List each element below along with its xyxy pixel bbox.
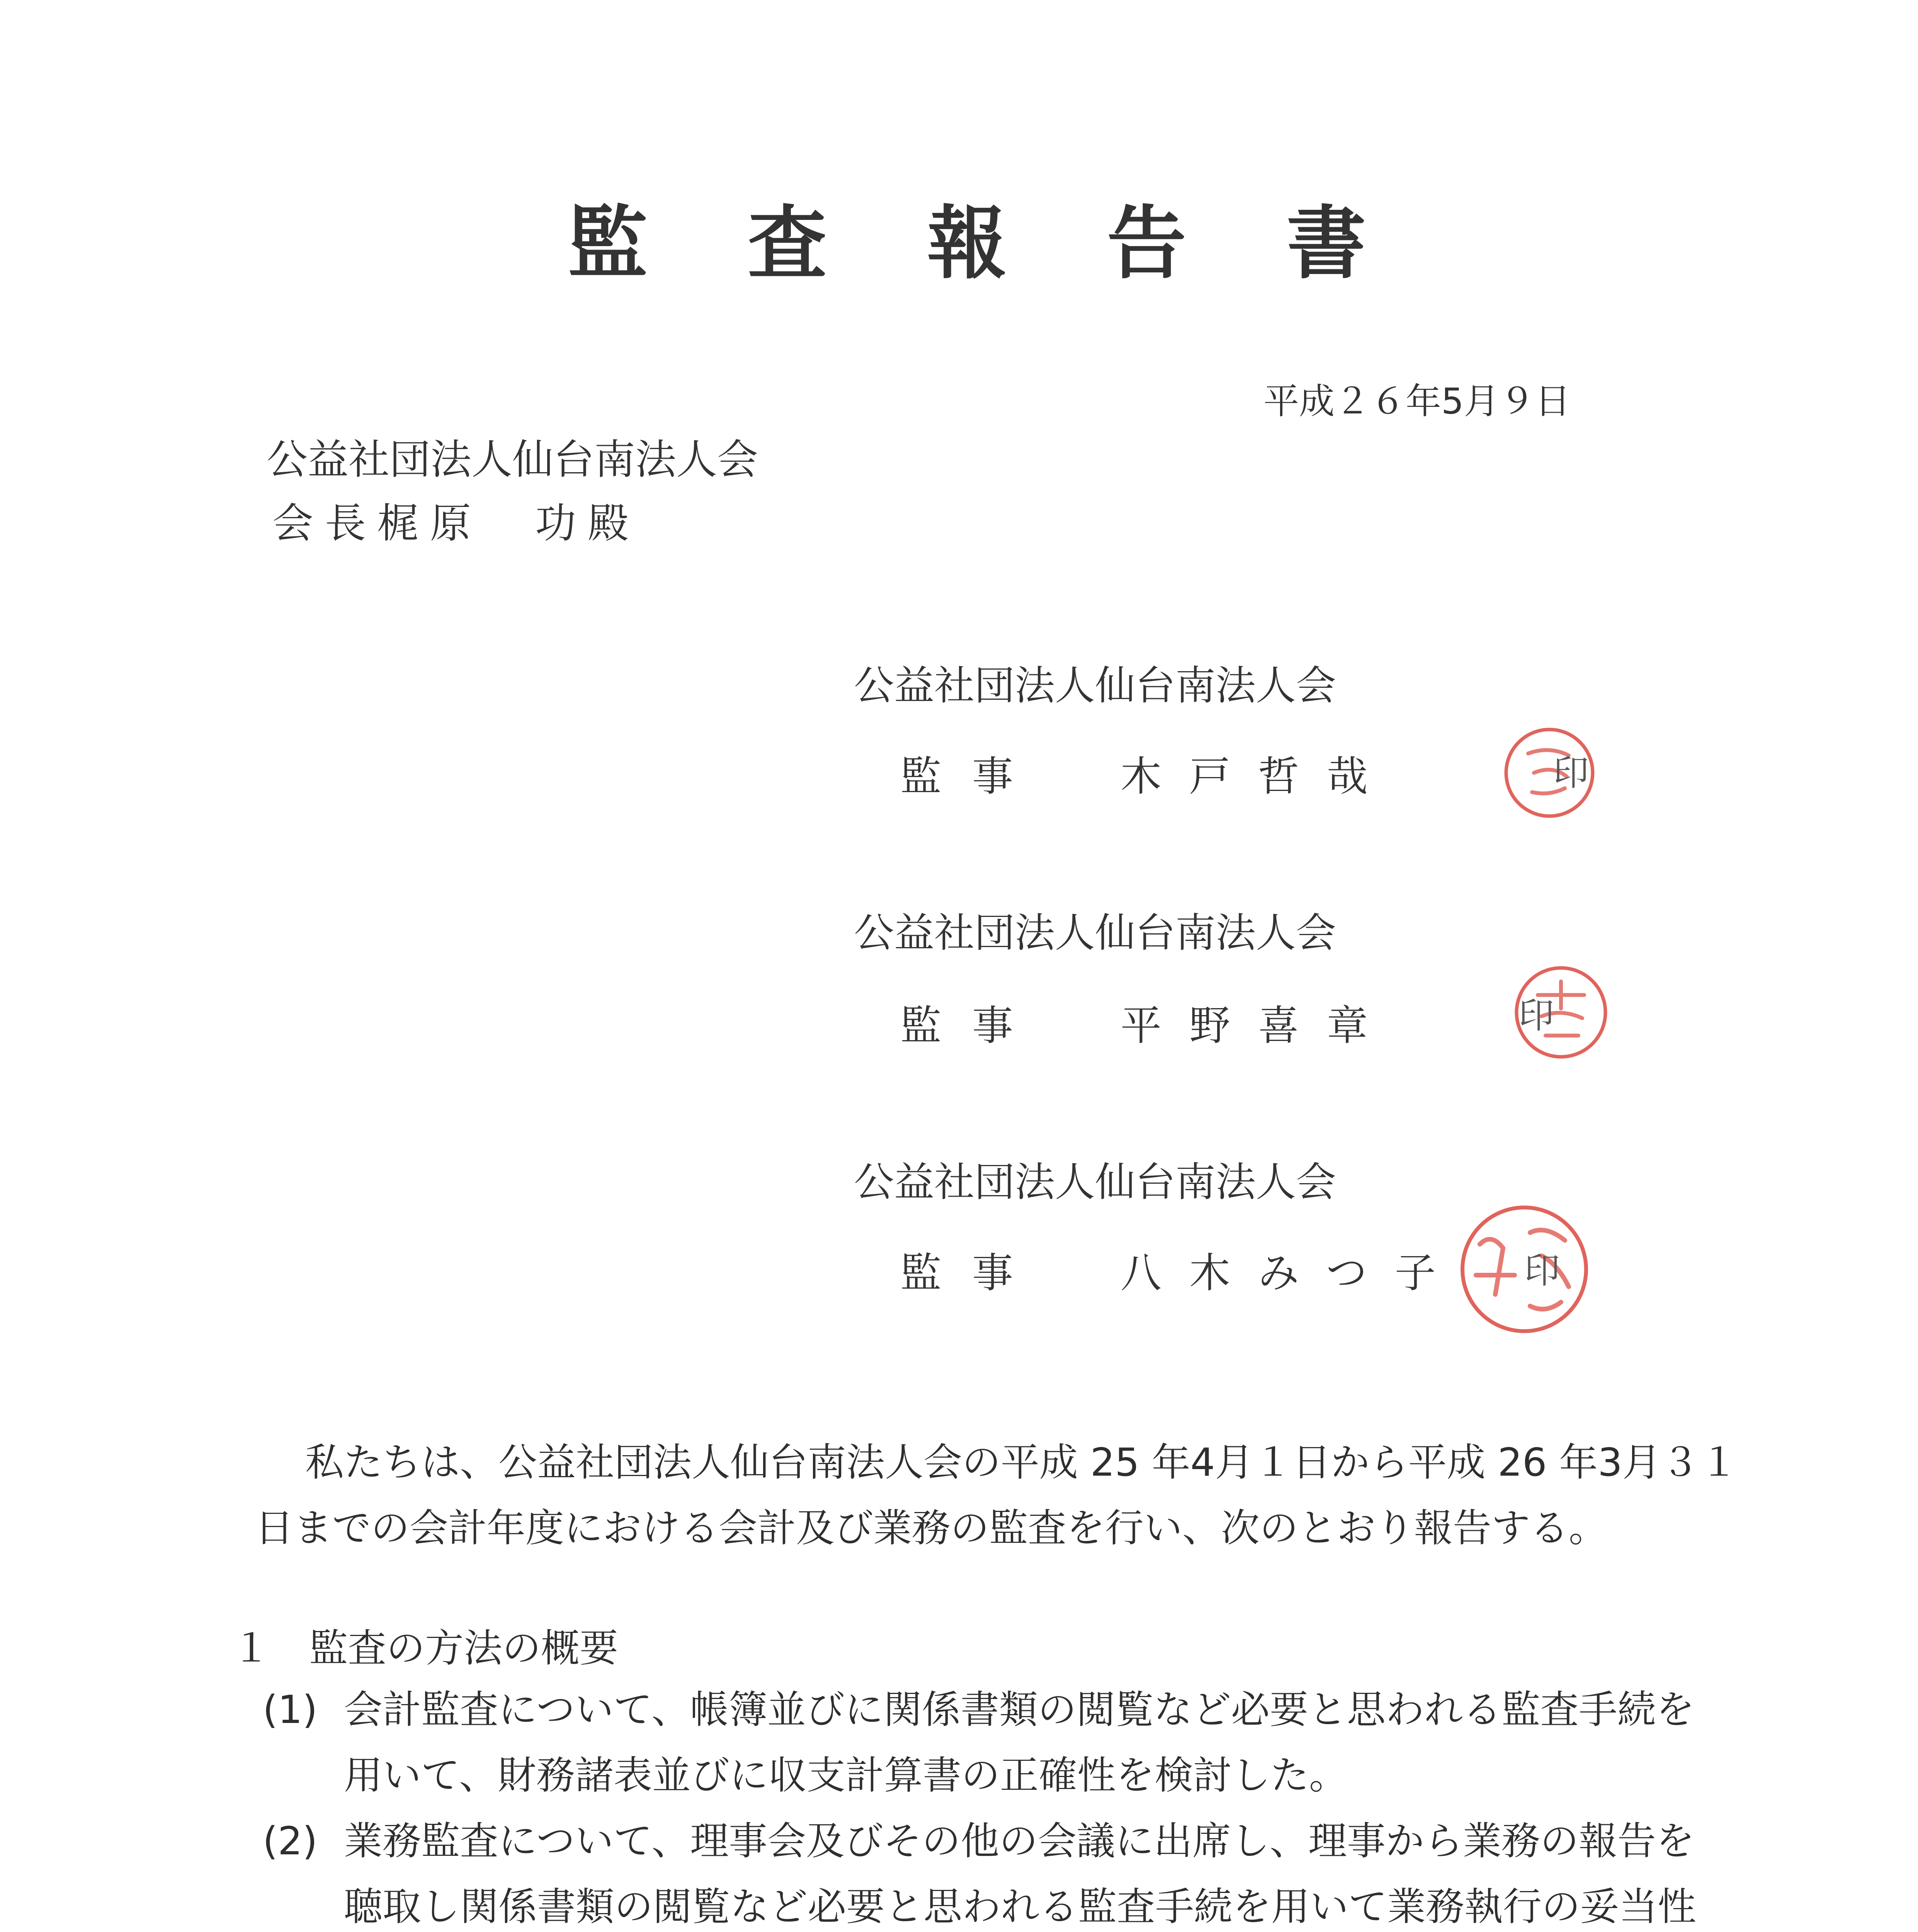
report-date: 平成２６年5月９日	[1263, 381, 1571, 422]
signatory-1-seal-icon	[1495, 719, 1603, 827]
item-number: (1)	[263, 1687, 318, 1732]
signatory-3-organization: 公益社団法人仙台南法人会	[854, 1158, 1336, 1206]
signatory-3-seal-icon	[1453, 1198, 1596, 1341]
signatory-1-seal-label: 印	[1553, 752, 1589, 794]
signatory-3-seal-label: 印	[1524, 1250, 1560, 1291]
signatory-3-role: 監事	[900, 1249, 1044, 1297]
signatory-2-seal-icon	[1507, 958, 1615, 1066]
item-number: (2)	[263, 1818, 318, 1864]
document-title: 監査報告書	[568, 198, 1466, 290]
addressee-name: 会長梶原 功殿	[272, 500, 640, 547]
section-1-item-1	[263, 1677, 1727, 1808]
item-text: 業務監査について、理事会及びその他の会議に出席し、理事から業務の報告を聴取し関係書類の閲覧など必要と思われる監査手続を用いて業務執行の妥当性	[344, 1818, 1696, 1929]
signatory-1-name: 木戸哲哉	[1121, 753, 1396, 800]
signatory-2-name: 平野喜章	[1121, 1002, 1396, 1049]
item-text: 会計監査について、帳簿並びに関係書類の閲覧など必要と思われる監査手続を用いて、財務諸表並びに収支計算書の正確性を検討した。	[344, 1687, 1695, 1798]
addressee-organization: 公益社団法人仙台南法人会	[267, 436, 758, 483]
signatory-1-role: 監事	[900, 753, 1044, 800]
signatory-1-organization: 公益社団法人仙台南法人会	[854, 662, 1336, 709]
signatory-2-organization: 公益社団法人仙台南法人会	[854, 909, 1336, 956]
signatory-2-role: 監事	[900, 1002, 1044, 1049]
signatory-2-seal-label: 印	[1518, 995, 1554, 1036]
signatory-3-name: 八木みつ子	[1121, 1249, 1464, 1297]
section-1-item-2	[263, 1808, 1727, 1932]
section-1-heading: １ 監査の方法の概要	[232, 1626, 618, 1671]
intro-paragraph: 私たちは、公益社団法人仙台南法人会の平成 25 年4月１日から平成 26 年3月３１日までの会計年度における会計及び業務の監査を行い、次のとおり報告する。	[255, 1440, 1738, 1551]
